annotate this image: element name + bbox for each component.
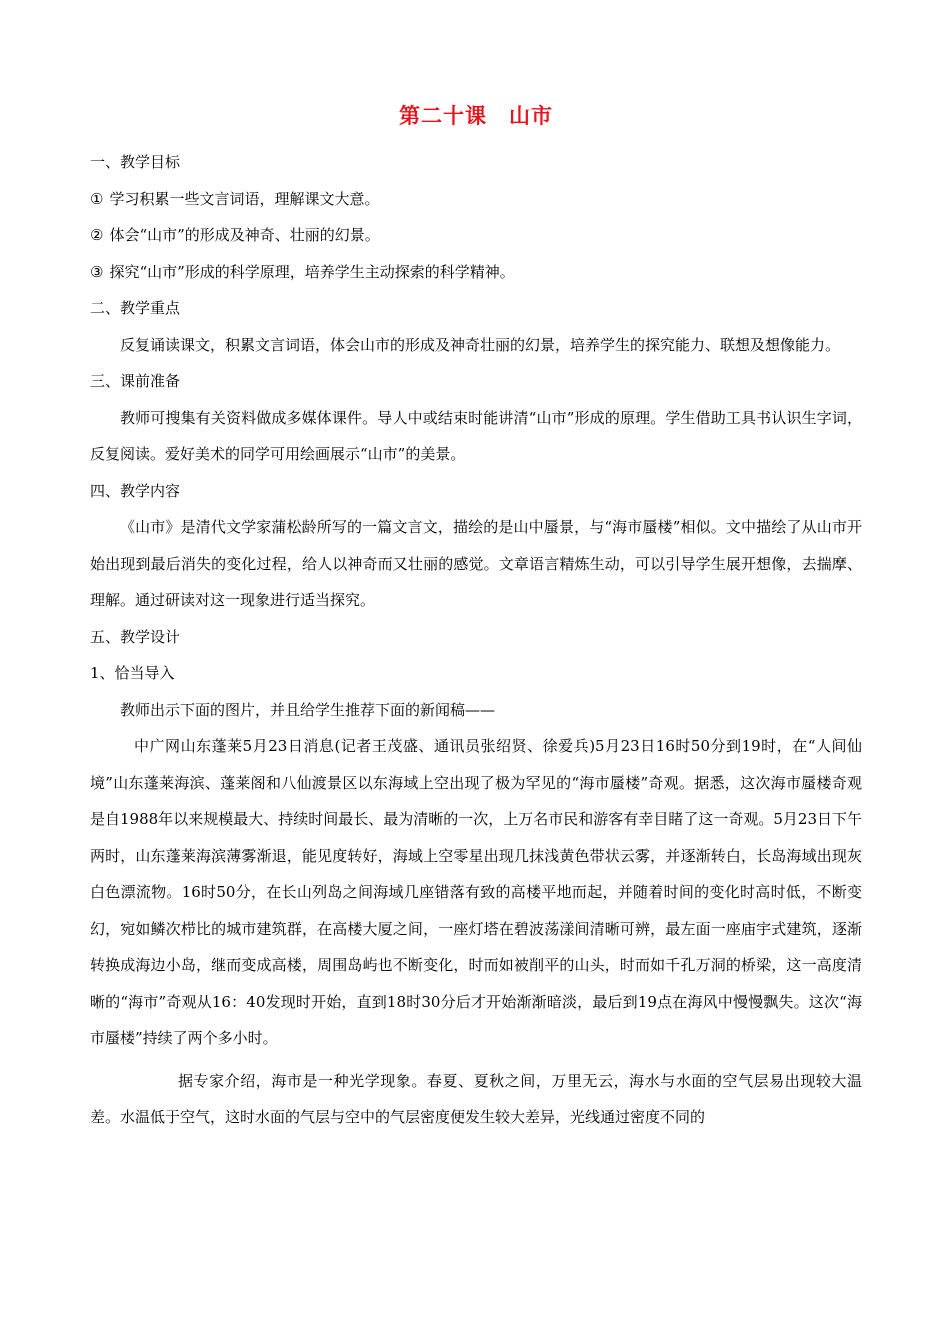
- goal-number: ③: [90, 262, 104, 281]
- page-title: 第二十课 山市: [399, 103, 553, 128]
- intro-body: 教师出示下面的图片，并且给学生推荐下面的新闻稿——: [120, 700, 496, 719]
- goal-text: 体会“山市”的形成及神奇、壮丽的幻景。: [109, 226, 380, 244]
- goal-text: 探究“山市”形成的科学原理，培养学生主动探索的科学精神。: [109, 262, 515, 281]
- section-heading-preparation: 三、课前准备: [90, 372, 181, 390]
- expert-explanation: 据专家介绍，海市是一种光学现象。春夏、夏秋之间，万里无云，海水与水面的空气层易出现较大温差。水温低于空气，这时水面的气层与空中的气层密度便发生较大差异，光线通过密度不同的: [90, 1071, 862, 1126]
- section-heading-content: 四、教学内容: [90, 481, 181, 500]
- goal-number: ①: [90, 189, 104, 208]
- goal-item: [90, 217, 862, 254]
- section-heading-goals: 一、教学目标: [90, 153, 181, 171]
- goal-item: [90, 181, 862, 218]
- content-body: 《山市》是清代文学家蒲松龄所写的一篇文言文，描绘的是山中蜃景，与“海市蜃楼”相似。文中描绘了从山市开始出现到最后消失的变化过程，给人以神奇而又壮丽的感觉。文章语言精炼生动，可以引导学生展开想像，去揣摩、理解。通过研读对这一现象进行适当探究。: [90, 518, 862, 609]
- preparation-body: 教师可搜集有关资料做成多媒体课件。导人中或结束时能讲清“山市”形成的原理。学生借助工具书认识生字词，反复阅读。爱好美术的同学可用绘画展示“山市”的美景。: [90, 408, 862, 463]
- section-heading-key-points: 二、教学重点: [90, 299, 181, 317]
- news-article: 中广网山东蓬莱5月23日消息(记者王茂盛、通讯员张绍贤、徐爱兵)5月23日16时50分到19时，在“人间仙境”山东蓬莱海滨、蓬莱阁和八仙渡景区以东海域上空出现了极为罕见的“海市蜃楼”奇观。据悉，这次海市蜃楼奇观是自1988年以来规模最大、持续时间最长、最为清晰的一次，上万名市民和游客有幸目睹了这一奇观。5月23日下午两时，山东蓬莱海滨薄雾渐退，能见度转好，海域上空零星出现几抹浅黄色带状云雾，并逐渐转白，长岛海域出现灰白色漂流物。16时50分，在长山列岛之间海域几座错落有致的高楼平地而起，并随着时间的变化时高时低，不断变幻，宛如鳞次栉比的城市建筑群，在高楼大厦之间，一座灯塔在碧波荡漾间清晰可辨，最左面一座庙宇式建筑，逐渐转换成海边小岛，继而变成高楼，周围岛屿也不断变化，时而如被削平的山头，时而如千孔万洞的桥梁，这一高度清晰的“海市”奇观从16：40发现时开始，直到18时30分后才开始渐渐暗淡，最后到19点在海风中慢慢飘失。这次“海市蜃楼”持续了两个多小时。: [90, 737, 862, 1047]
- section-heading-design: 五、教学设计: [90, 627, 181, 646]
- goal-number: ②: [90, 226, 104, 244]
- subheading-intro: 1、恰当导入: [90, 664, 175, 682]
- goal-item: [90, 254, 862, 291]
- key-points-body: 反复诵读课文，积累文言词语，体会山市的形成及神奇壮丽的幻景，培养学生的探究能力、联想及想像能力。: [120, 335, 841, 354]
- goal-text: 学习积累一些文言词语，理解课文大意。: [109, 189, 380, 208]
